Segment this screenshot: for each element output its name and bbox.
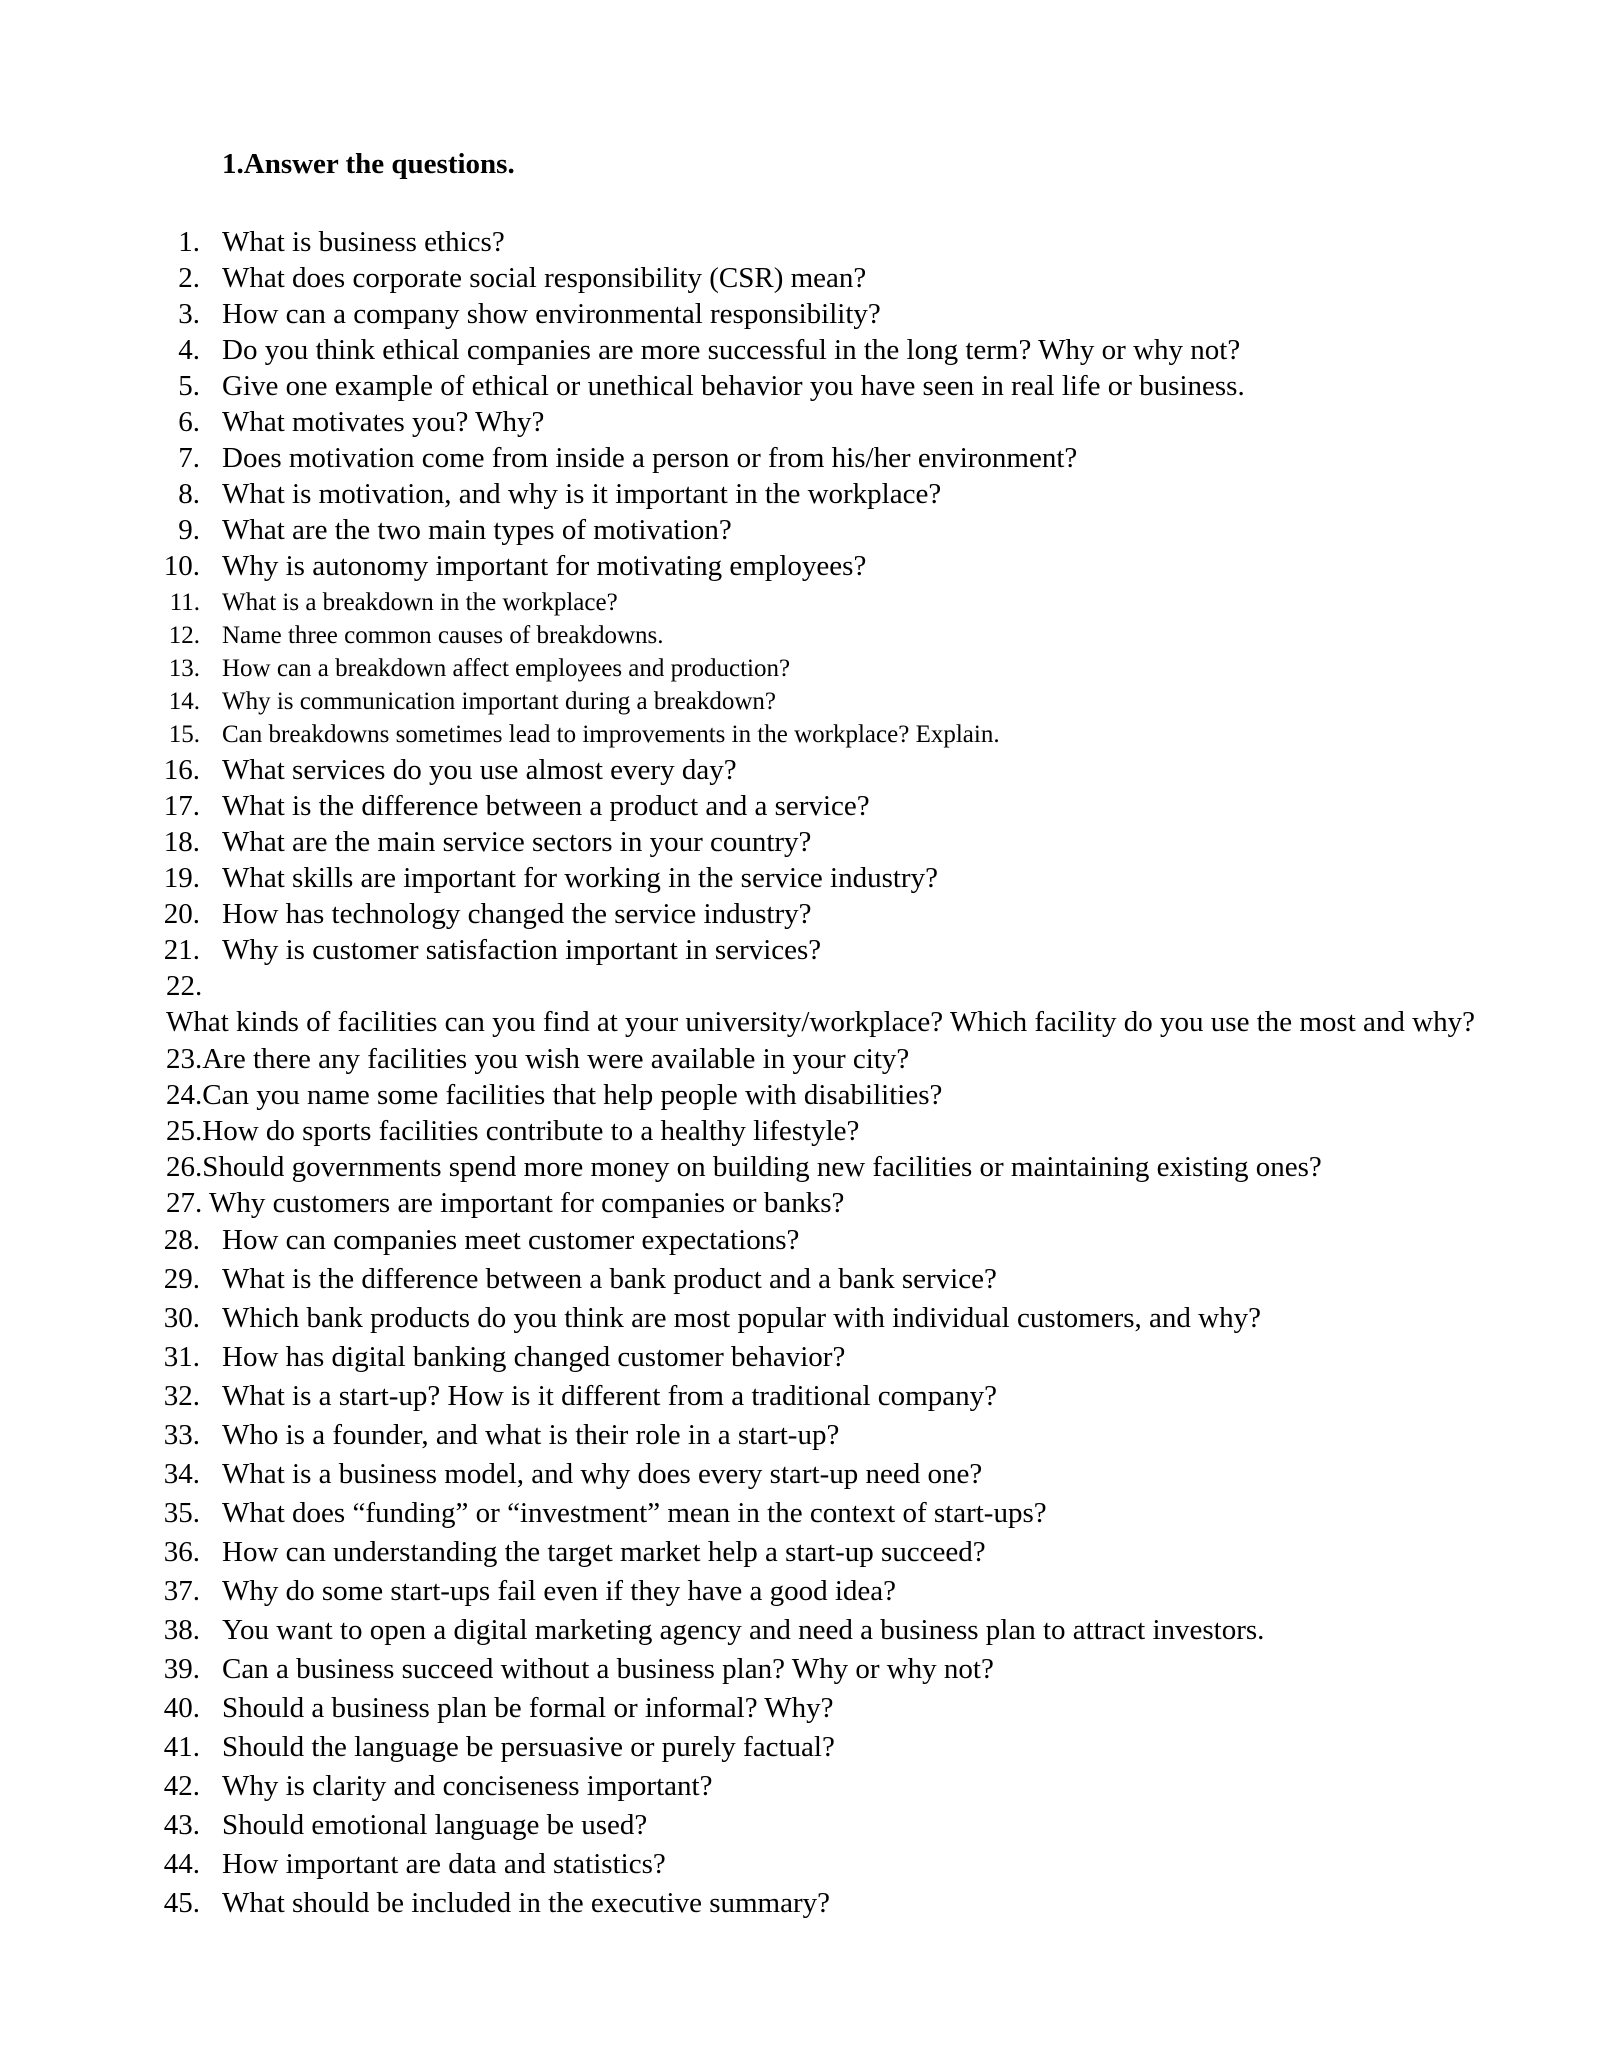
question-text: How can a breakdown affect employees and production?: [222, 655, 791, 682]
question-number: 11.: [169, 589, 200, 616]
question-text: You want to open a digital marketing agency and need a business plan to attract investors.: [222, 1614, 1265, 1646]
question-text: Should a business plan be formal or informal? Why?: [222, 1692, 834, 1724]
question-number: 29.: [163, 1263, 200, 1295]
question-text: Does motivation come from inside a person or from his/her environment?: [222, 442, 1078, 474]
question-number: 45.: [163, 1887, 200, 1919]
question-text: How important are data and statistics?: [222, 1848, 666, 1880]
question-number: 43.: [163, 1809, 200, 1841]
question-number: 24.: [166, 1079, 203, 1111]
question-text: Which bank products do you think are most popular with individual customers, and why?: [222, 1302, 1261, 1334]
question-number: 17.: [163, 790, 200, 822]
question-text: What is the difference between a bank product and a bank service?: [222, 1263, 997, 1295]
question-text: How do sports facilities contribute to a healthy lifestyle?: [202, 1115, 860, 1147]
question-text: How can companies meet customer expectations?: [222, 1224, 800, 1256]
question-number: 9.: [178, 514, 200, 546]
question-text: What motivates you? Why?: [222, 406, 545, 438]
question-number: 12.: [168, 622, 200, 649]
question-number: 7.: [178, 442, 200, 474]
question-number: 13.: [168, 655, 200, 682]
question-number: 25.: [166, 1115, 203, 1147]
question-number: 26.: [166, 1151, 203, 1183]
question-text: Do you think ethical companies are more successful in the long term? Why or why not?: [222, 334, 1241, 366]
question-number: 19.: [163, 862, 200, 894]
question-number: 22.: [166, 970, 203, 1002]
question-text: What are the main service sectors in your country?: [222, 826, 812, 858]
question-number: 35.: [163, 1497, 200, 1529]
question-text: How can a company show environmental responsibility?: [222, 298, 881, 330]
question-number: 8.: [178, 478, 200, 510]
question-text: Are there any facilities you wish were available in your city?: [202, 1043, 910, 1075]
question-text: What does corporate social responsibility (CSR) mean?: [222, 262, 867, 294]
question-number: 39.: [163, 1653, 200, 1685]
question-text: What is a breakdown in the workplace?: [222, 589, 618, 616]
question-number: 2.: [178, 262, 200, 294]
question-number: 37.: [163, 1575, 200, 1607]
question-number: 14.: [168, 688, 200, 715]
question-text: Why is communication important during a breakdown?: [222, 688, 777, 715]
question-text: How has technology changed the service industry?: [222, 898, 812, 930]
question-text: Why customers are important for companies or banks?: [208, 1187, 845, 1219]
question-number: 33.: [163, 1419, 200, 1451]
question-text: How has digital banking changed customer behavior?: [222, 1341, 846, 1373]
question-text: Can breakdowns sometimes lead to improvements in the workplace? Explain.: [222, 721, 1000, 748]
question-text: What is a business model, and why does every start-up need one?: [222, 1458, 983, 1490]
question-text: Why is customer satisfaction important in services?: [222, 934, 822, 966]
question-text: Can you name some facilities that help people with disabilities?: [202, 1079, 943, 1111]
question-text: Why do some start-ups fail even if they have a good idea?: [222, 1575, 897, 1607]
question-number: 18.: [163, 826, 200, 858]
question-number: 4.: [178, 334, 200, 366]
question-number: 27.: [166, 1187, 203, 1219]
section-heading: 1.Answer the questions.: [222, 148, 515, 180]
question-text: Name three common causes of breakdowns.: [222, 622, 664, 649]
question-number: 36.: [163, 1536, 200, 1568]
question-text: What does “funding” or “investment” mean in the context of start-ups?: [222, 1497, 1047, 1529]
question-text: Should emotional language be used?: [222, 1809, 648, 1841]
question-number: 31.: [163, 1341, 200, 1373]
question-number: 32.: [163, 1380, 200, 1412]
question-text: Why is clarity and conciseness important?: [222, 1770, 713, 1802]
question-text: What is a start-up? How is it different from a traditional company?: [222, 1380, 997, 1412]
question-text: What services do you use almost every day?: [222, 754, 737, 786]
question-number: 38.: [163, 1614, 200, 1646]
question-number: 41.: [163, 1731, 200, 1763]
question-text: What should be included in the executive summary?: [222, 1887, 831, 1919]
question-text: What is motivation, and why is it important in the workplace?: [222, 478, 942, 510]
question-text: Why is autonomy important for motivating employees?: [222, 550, 867, 582]
question-number: 28.: [163, 1224, 200, 1256]
question-text: Should the language be persuasive or purely factual?: [222, 1731, 835, 1763]
question-number: 44.: [163, 1848, 200, 1880]
question-number: 30.: [163, 1302, 200, 1334]
question-number: 20.: [163, 898, 200, 930]
question-number: 23.: [166, 1043, 203, 1075]
question-number: 10.: [163, 550, 200, 582]
question-text: What is business ethics?: [222, 226, 505, 258]
question-text: Give one example of ethical or unethical behavior you have seen in real life or business.: [222, 370, 1245, 402]
question-text: What skills are important for working in the service industry?: [222, 862, 938, 894]
question-text: How can understanding the target market help a start-up succeed?: [222, 1536, 986, 1568]
question-text: Who is a founder, and what is their role in a start-up?: [222, 1419, 840, 1451]
question-number: 5.: [178, 370, 200, 402]
question-text: What is the difference between a product and a service?: [222, 790, 870, 822]
question-number: 16.: [163, 754, 200, 786]
question-number: 40.: [163, 1692, 200, 1724]
question-number: 1.: [178, 226, 200, 258]
question-text: What are the two main types of motivation?: [222, 514, 732, 546]
question-text: Can a business succeed without a business plan? Why or why not?: [222, 1653, 994, 1685]
question-number: 21.: [163, 934, 200, 966]
question-number: 34.: [163, 1458, 200, 1490]
question-number: 42.: [163, 1770, 200, 1802]
question-text: What kinds of facilities can you find at your university/workplace? Which facility do you use the most and why?: [166, 1006, 1475, 1038]
question-text: Should governments spend more money on building new facilities or maintaining existing ones?: [202, 1151, 1322, 1183]
question-number: 3.: [178, 298, 200, 330]
question-number: 15.: [168, 721, 200, 748]
question-number: 6.: [178, 406, 200, 438]
